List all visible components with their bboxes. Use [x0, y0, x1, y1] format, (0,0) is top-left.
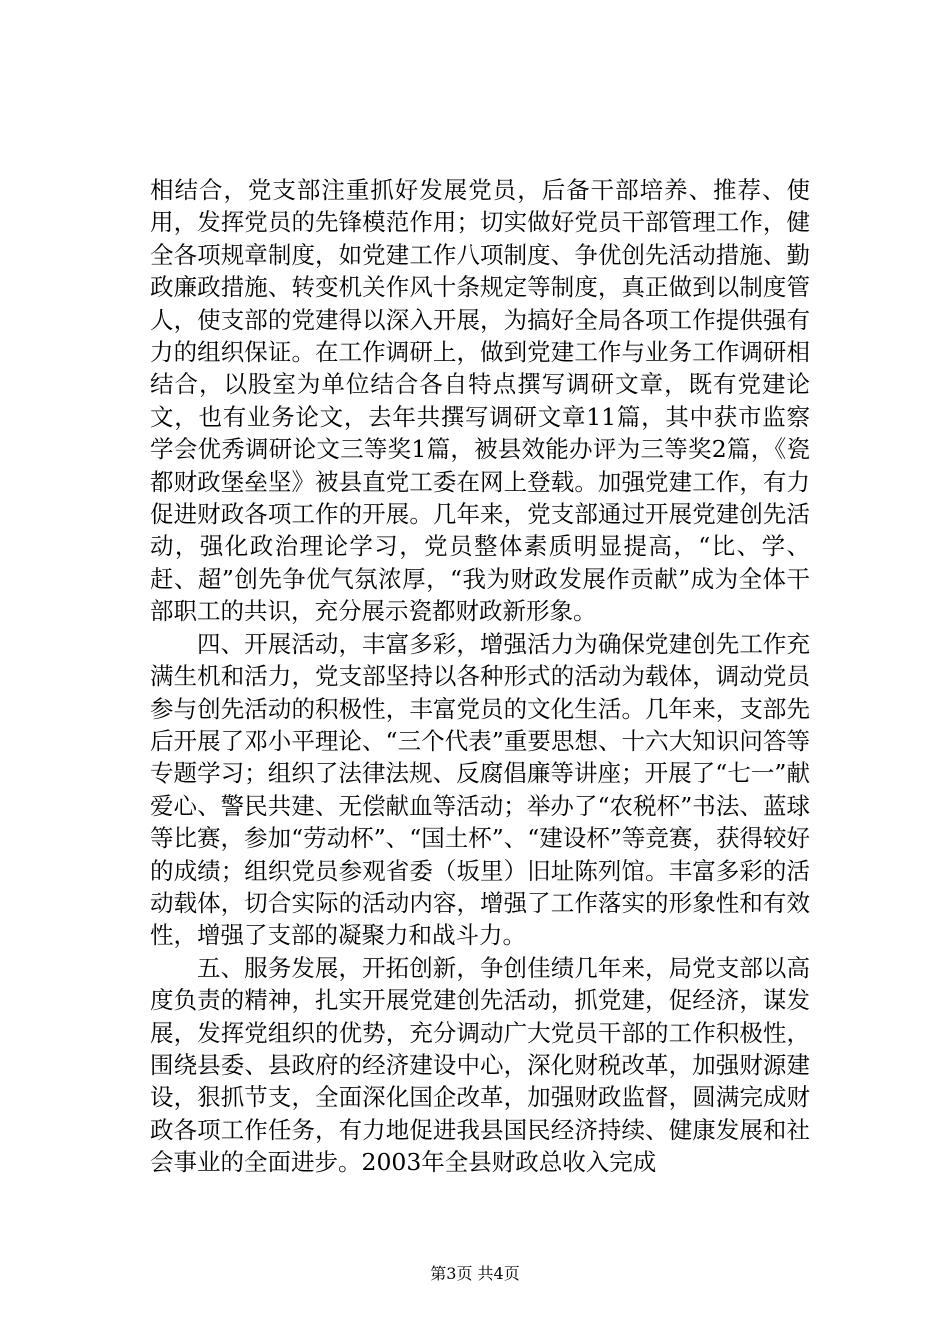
paragraph-2: 四、开展活动，丰富多彩，增强活力为确保党建创先工作充满生机和活力，党支部坚持以各种形式的活动为载体，调动党员参与创先活动的积极性，丰富党员的文化生活。几年来，支部先后开展了邓小平理论、“三个代表”重要思想、十六大知识问答等专题学习；组织了法律法规、反腐倡廉等讲座；开展了“七一”献爱心、警民共建、无偿献血等活动；举办了“农税杯”书法、蓝球等比赛，参加“劳动杯”、“国土杯”、“建设杯”等竞赛，获得较好的成绩；组织党员参观省委（坂里）旧址陈列馆。丰富多彩的活动载体，切合实际的活动内容，增强了工作落实的形象性和有效性，增强了支部的凝聚力和战斗力。	[150, 629, 810, 950]
paragraph-1: 相结合，党支部注重抓好发展党员，后备干部培养、推荐、使用，发挥党员的先锋模范作用；切实做好党员干部管理工作，健全各项规章制度，如党建工作八项制度、争优创先活动措施、勤政廉政措施、转变机关作风十条规定等制度，真正做到以制度管人，使支部的党建得以深入开展，为搞好全局各项工作提供强有力的组织保证。在工作调研上，做到党建工作与业务工作调研相结合，以股室为单位结合各自特点撰写调研文章，既有党建论文，也有业务论文，去年共撰写调研文章11篇，其中获市监察学会优秀调研论文三等奖1篇，被县效能办评为三等奖2篇，《瓷都财政堡垒坚》被县直党工委在网上登载。加强党建工作，有力促进财政各项工作的开展。几年来，党支部通过开展党建创先活动，强化政治理论学习，党员整体素质明显提高，“比、学、赶、超”创先争优气氛浓厚，“我为财政发展作贡献”成为全体干部职工的共识，充分展示瓷都财政新形象。	[150, 176, 810, 626]
page-footer	[0, 1264, 950, 1284]
page-number-label: 第3页 共4页	[430, 1264, 520, 1283]
paragraph-3: 五、服务发展，开拓创新，争创佳绩几年来，局党支部以高度负责的精神，扎实开展党建创先活动，抓党建，促经济，谋发展，发挥党组织的优势，充分调动广大党员干部的工作积极性，围绕县委、县政府的经济建设中心，深化财税改革，加强财源建设，狠抓节支，全面深化国企改革，加强财政监督，圆满完成财政各项工作任务，有力地促进我县国民经济持续、健康发展和社会事业的全面进步。2003年全县财政总收入完成	[150, 953, 810, 1177]
document-body	[150, 174, 810, 1179]
